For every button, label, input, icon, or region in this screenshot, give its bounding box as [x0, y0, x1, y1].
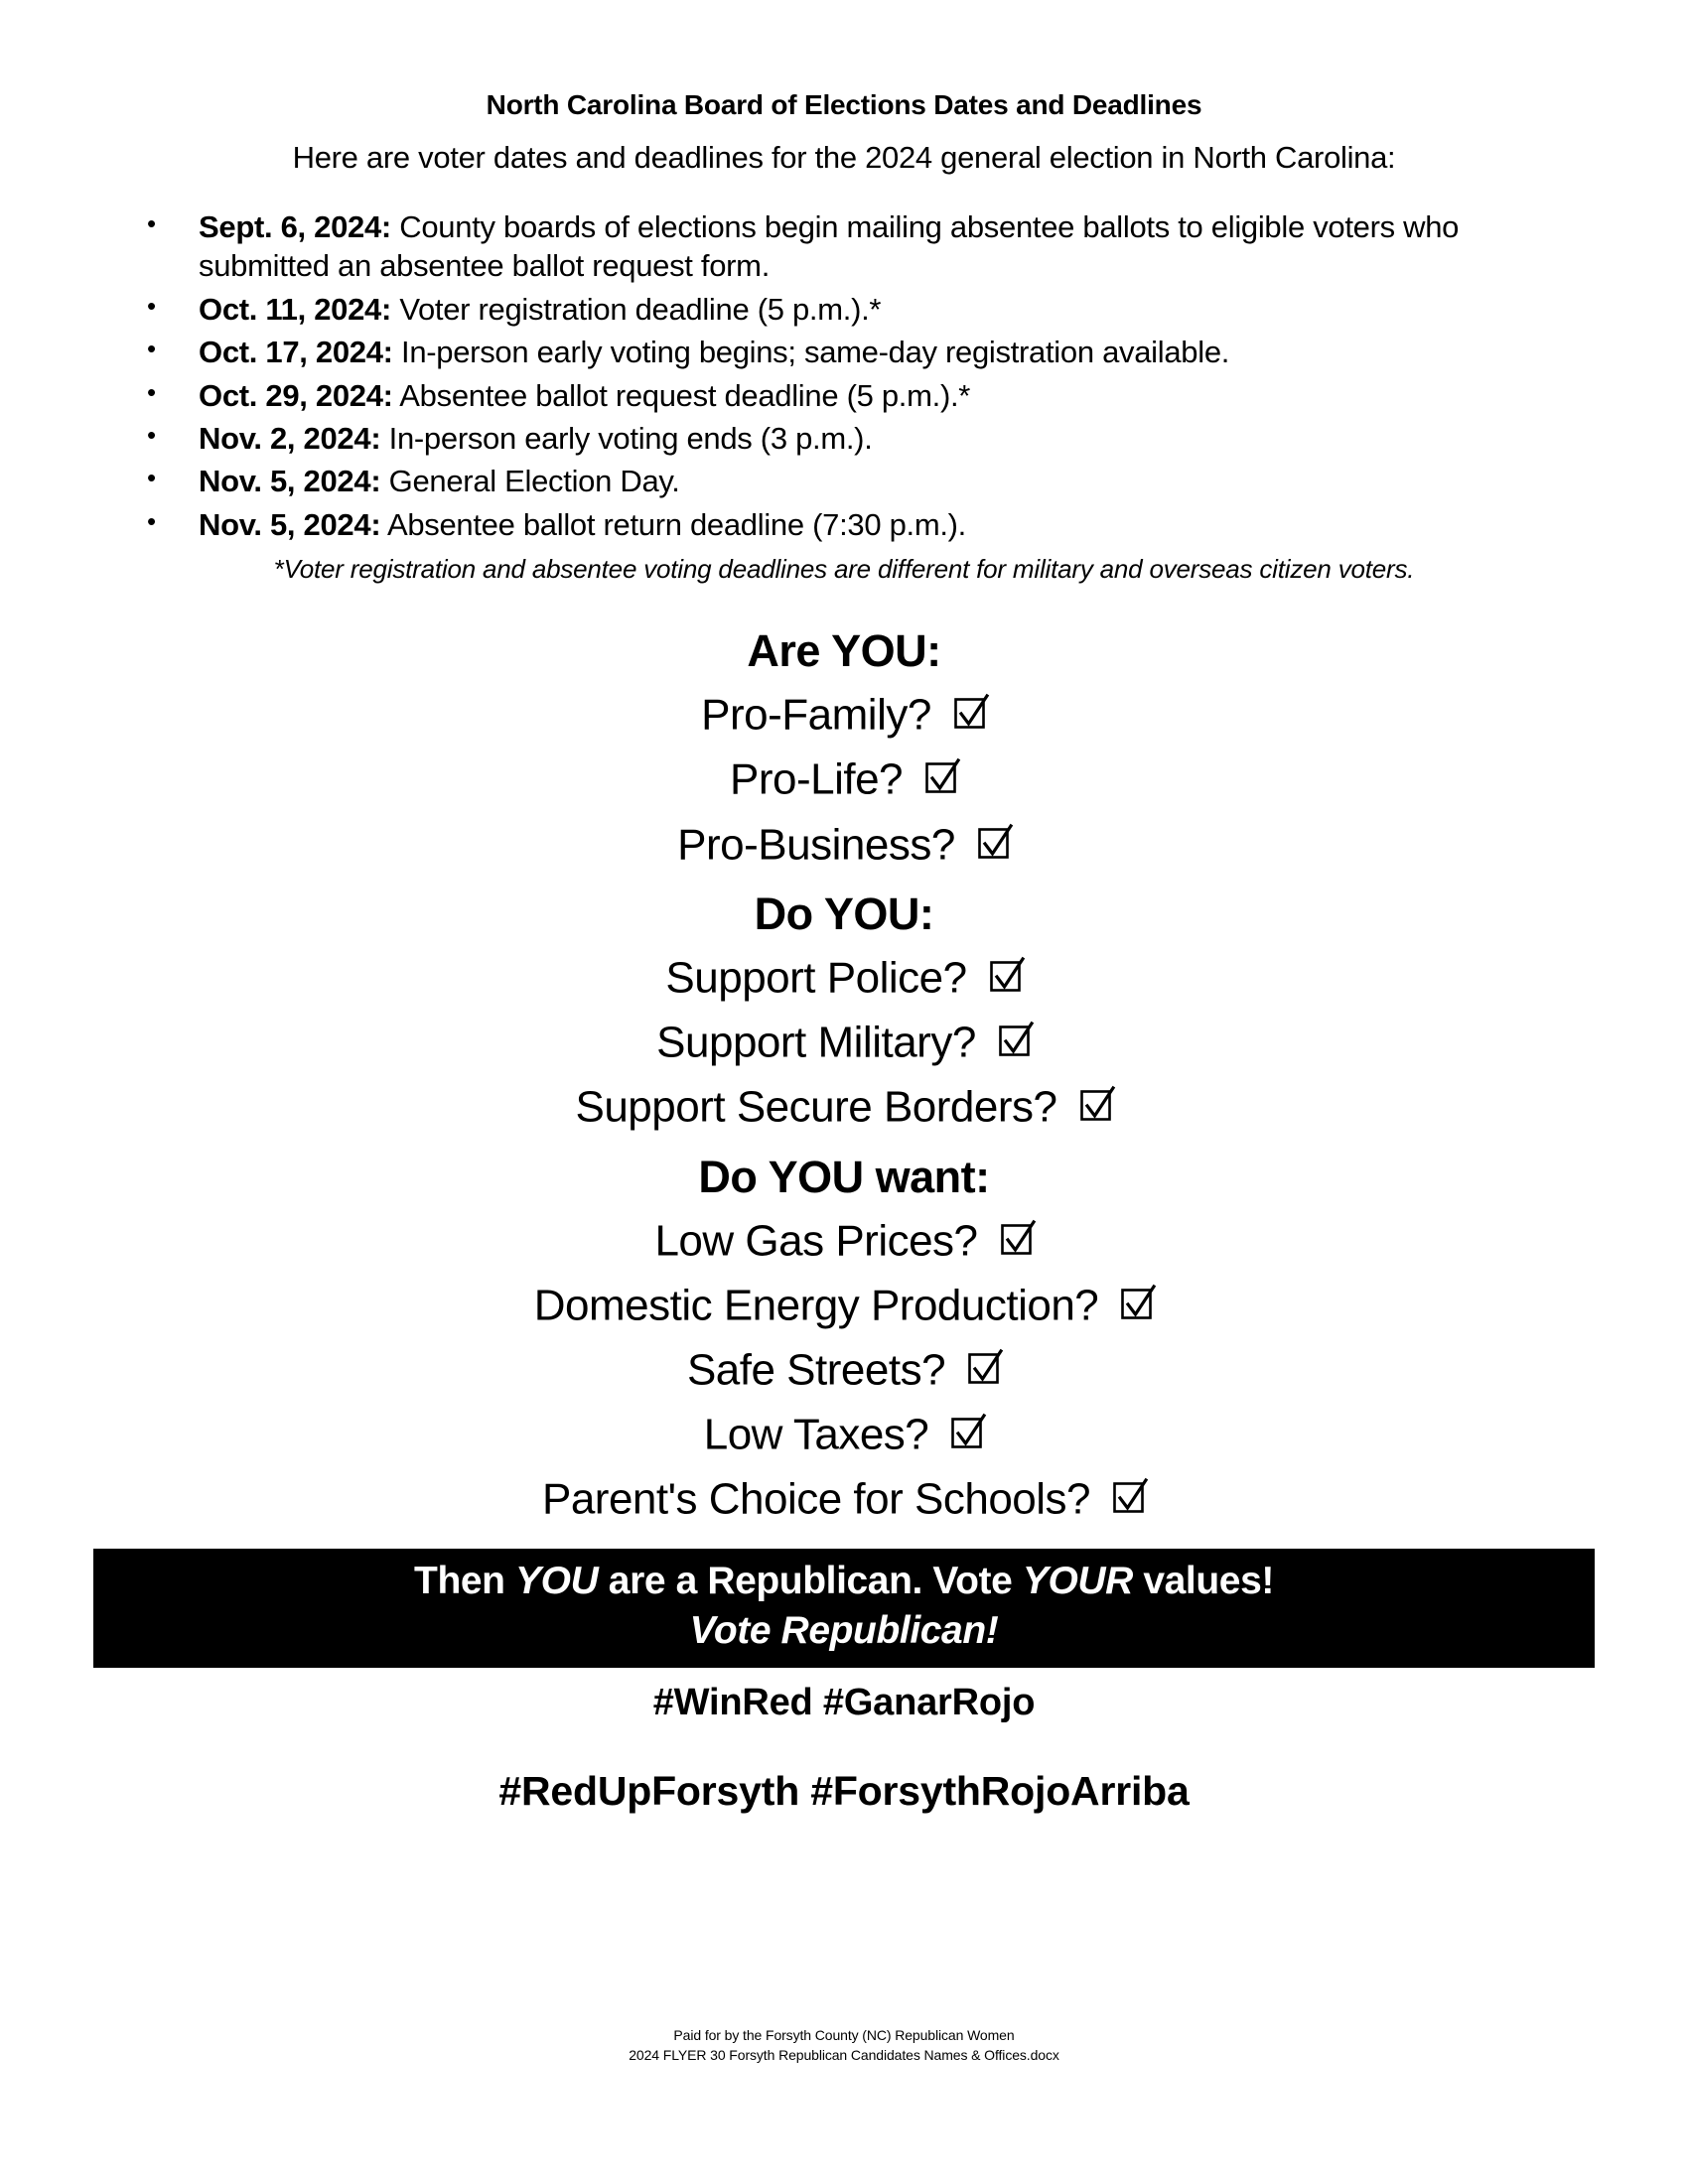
checklist-row — [0, 1277, 1688, 1332]
checklist-item-label: Support Secure Borders? — [575, 1082, 1057, 1132]
checklist-row — [0, 816, 1688, 872]
checked-checkbox-icon[interactable] — [967, 1351, 1001, 1385]
list-bullet-icon: • — [147, 376, 156, 407]
deadline-date: Oct. 17, 2024: — [199, 335, 393, 370]
elections-intro-text: Here are voter dates and deadlines for the 2024 general election in North Carolina: — [292, 140, 1396, 176]
checklist-item-label: Pro-Family? — [701, 690, 931, 740]
deadline-list-item — [0, 419, 1688, 458]
page-footer — [0, 2025, 1688, 2066]
deadline-description: Absentee ballot request deadline (5 p.m.).* — [392, 377, 971, 413]
hashtags-line-1: #WinRed #GanarRojo — [652, 1681, 1036, 1723]
checklist-row — [0, 949, 1688, 1005]
checked-checkbox-icon[interactable] — [924, 760, 958, 794]
banner-text-then: Then — [414, 1559, 516, 1602]
deadlines-list — [0, 207, 1688, 544]
banner-text-values: values! — [1132, 1559, 1274, 1602]
checklist-item-label: Support Police? — [665, 953, 967, 1003]
deadline-list-item — [0, 376, 1688, 415]
checked-checkbox-icon[interactable] — [953, 696, 987, 730]
list-bullet-icon: • — [147, 419, 156, 450]
deadline-date: Oct. 11, 2024: — [199, 291, 391, 327]
checklist-item-label: Pro-Business? — [677, 820, 955, 870]
checked-checkbox-icon[interactable] — [1000, 1222, 1034, 1256]
checked-checkbox-icon[interactable] — [1079, 1088, 1113, 1122]
list-bullet-icon: • — [147, 208, 156, 239]
values-checklist-section — [0, 624, 1688, 1527]
deadline-date: Nov. 5, 2024: — [199, 464, 381, 499]
deadline-date: Oct. 29, 2024: — [199, 377, 393, 413]
banner-emphasis-you: YOU — [515, 1559, 599, 1602]
checklist-row — [0, 1470, 1688, 1526]
deadline-list-item — [0, 462, 1688, 500]
checklist-item-label: Parent's Choice for Schools? — [541, 1475, 1091, 1525]
deadline-description: General Election Day. — [380, 464, 680, 499]
deadline-description: County boards of elections begin mailing absentee ballots to eligible voters who submitted an absentee ballot request form. — [199, 209, 1460, 284]
deadline-description: Voter registration deadline (5 p.m.).* — [391, 291, 882, 327]
list-bullet-icon: • — [147, 505, 156, 536]
checklist-row — [0, 1406, 1688, 1461]
checklist-row — [0, 1212, 1688, 1268]
checklist-item-label: Safe Streets? — [686, 1345, 946, 1395]
checklist-group-heading: Do YOU want: — [698, 1151, 990, 1202]
list-bullet-icon: • — [147, 290, 156, 321]
banner-text-are-republican: are a Republican. Vote — [598, 1559, 1023, 1602]
banner-line-2: Vote Republican! — [689, 1608, 999, 1652]
checklist-row — [0, 1341, 1688, 1397]
call-to-action-banner — [93, 1549, 1595, 1668]
checklist-item-label: Support Military? — [656, 1018, 976, 1067]
checklist-row — [0, 686, 1688, 742]
deadline-date: Sept. 6, 2024: — [199, 209, 391, 245]
checklist-row — [0, 751, 1688, 806]
deadline-description: In-person early voting begins; same-day registration available. — [392, 335, 1230, 370]
checked-checkbox-icon[interactable] — [989, 959, 1023, 993]
deadline-list-item — [0, 290, 1688, 329]
checked-checkbox-icon[interactable] — [1112, 1480, 1146, 1514]
checked-checkbox-icon[interactable] — [977, 826, 1011, 860]
deadline-description: In-person early voting ends (3 p.m.). — [380, 420, 873, 456]
checked-checkbox-icon[interactable] — [950, 1416, 984, 1449]
deadline-date: Nov. 2, 2024: — [199, 420, 381, 456]
checklist-group-heading: Do YOU: — [754, 887, 934, 939]
checklist-item-label: Low Taxes? — [703, 1410, 929, 1459]
checklist-item-label: Low Gas Prices? — [654, 1216, 978, 1266]
checked-checkbox-icon[interactable] — [1120, 1287, 1154, 1320]
list-bullet-icon: • — [147, 334, 156, 364]
checked-checkbox-icon[interactable] — [998, 1024, 1032, 1057]
deadline-list-item — [0, 207, 1688, 286]
list-bullet-icon: • — [147, 463, 156, 493]
deadline-list-item — [0, 333, 1688, 371]
footer-filename-line: 2024 FLYER 30 Forsyth Republican Candidates Names & Offices.docx — [629, 2047, 1059, 2064]
banner-emphasis-your: YOUR — [1022, 1559, 1133, 1602]
footer-paid-for-line: Paid for by the Forsyth County (NC) Republican Women — [673, 2027, 1015, 2043]
checklist-item-label: Domestic Energy Production? — [533, 1281, 1099, 1330]
deadlines-footnote: *Voter registration and absentee voting deadlines are different for military and overseas citizen voters. — [273, 553, 1415, 584]
checklist-item-label: Pro-Life? — [729, 755, 904, 804]
deadline-date: Nov. 5, 2024: — [199, 506, 381, 542]
hashtags-line-2: #RedUpForsyth #ForsythRojoArriba — [498, 1768, 1190, 1814]
checklist-row — [0, 1078, 1688, 1134]
checklist-row — [0, 1014, 1688, 1069]
checklist-group-heading: Are YOU: — [747, 625, 941, 677]
deadline-description: Absentee ballot return deadline (7:30 p.m.). — [380, 506, 966, 542]
page-title: North Carolina Board of Elections Dates and Deadlines — [486, 88, 1202, 120]
elections-deadlines-section — [0, 0, 1688, 585]
banner-line-1 — [93, 1557, 1595, 1606]
deadline-list-item — [0, 505, 1688, 544]
